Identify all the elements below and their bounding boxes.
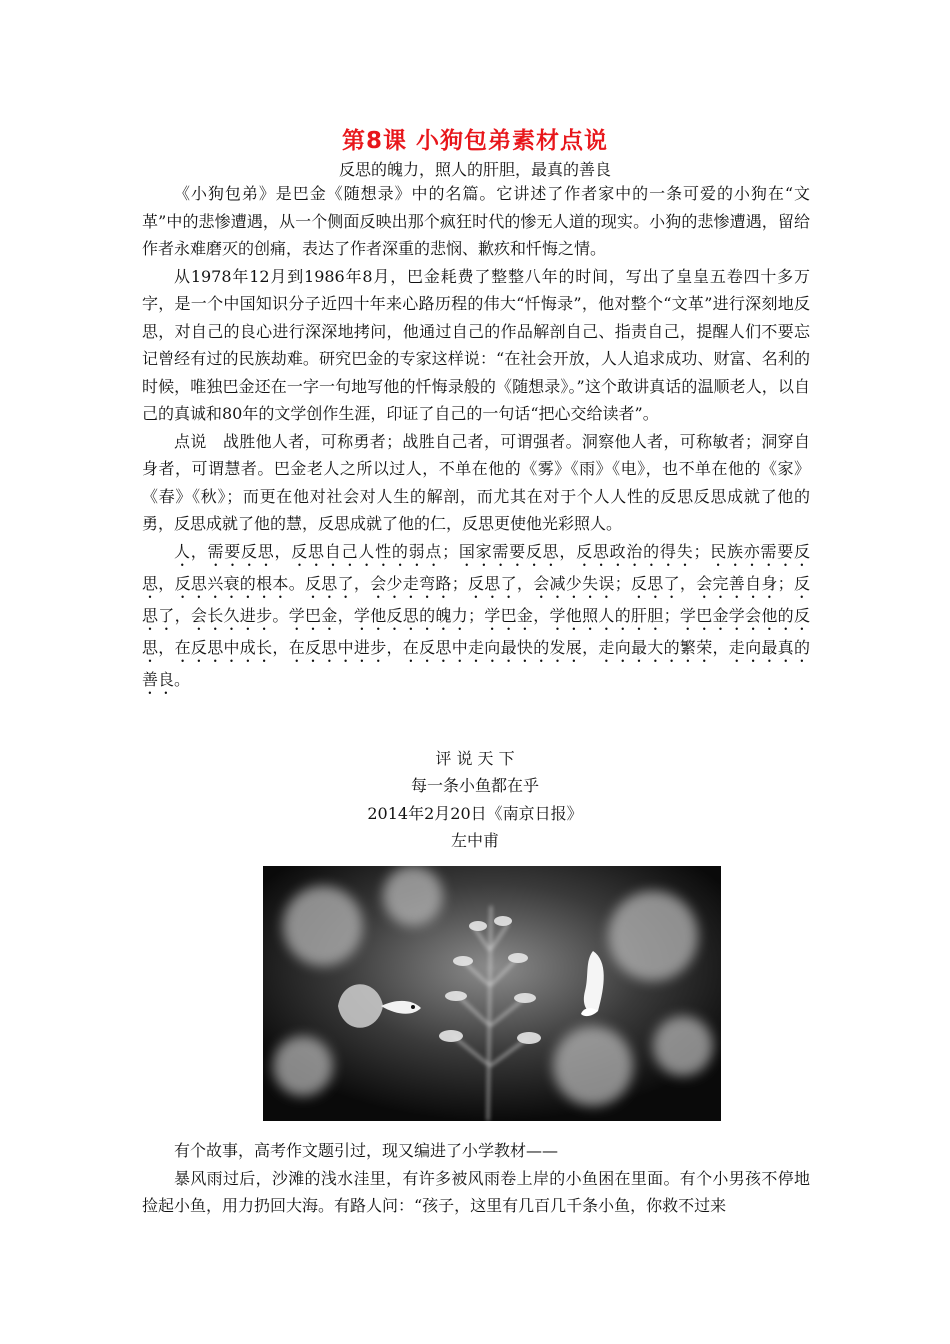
paragraph-commentary: 点说 战胜他人者，可称勇者；战胜自己者，可谓强者。洞察他人者，可称敏者；洞穿自身者，可谓慧者。巴金老人之所以过人，不单在他的《雾》《雨》《电》，也不单在他的《家》《春》《秋》；而更在他对社会对人生的解剖，而尤其在对于个人人性的反思反思成就了他的勇，反思成就了他的慧，反思成就了他的仁，反思更使他光彩照人。 — [142, 431, 810, 533]
paragraph-intro: 《小狗包弟》是巴金《随想录》中的名篇。它讲述了作者家中的一条可爱的小狗在“文革”中的悲惨遭遇，从一个侧面反映出那个疯狂时代的惨无人道的现实。小狗的悲惨遭遇，留给作者永难磨灭的创痛，表达了作者深重的悲悯、歉疚和忏悔之情。 — [142, 184, 810, 258]
body-text-top — [142, 180, 810, 698]
article-title: 每一条小鱼都在乎 — [410, 776, 539, 795]
paragraph-story-intro: 有个故事，高考作文题引过，现又编进了小学教材—— — [174, 1141, 559, 1160]
paragraph-history: 从1978年12月到1986年8月，巴金耗费了整整八年的时间，写出了皇皇五卷四十多万字，是一个中国知识分子近四十年来心路历程的伟大“忏悔录”，他对整个“文革”进行深刻地反思，对自己的良心进行深深地拷问，他通过自己的作品解剖自己、指责自己，提醒人们不要忘记曾经有过的民族劫难。研究巴金的专家这样说：“在社会开放，人人追求成功、财富、名利的时候，唯独巴金还在一字一句地写他的忏悔录般的《随想录》。”这个敢讲真话的温顺老人，以自己的真诚和80年的文学创作生涯，印证了自己的一句话“把心交给读者”。 — [142, 266, 810, 423]
fish-aquarium-photo — [263, 866, 721, 1121]
article-source: 2014年2月20日《南京日报》 — [367, 804, 583, 823]
section-heading: 评 说 天 下 — [435, 749, 515, 768]
lesson-title: 第8课 小狗包弟素材点说 — [341, 128, 608, 154]
body-text-bottom — [142, 1137, 810, 1220]
paragraph-story: 暴风雨过后，沙滩的浅水洼里，有许多被风雨卷上岸的小鱼困在里面。有个小男孩不停地捡起小鱼，用力扔回大海。有路人问：“孩子，这里有几百几千条小鱼，你救不过来 — [142, 1168, 810, 1215]
lesson-subtitle: 反思的魄力，照人的肝胆，最真的善良 — [338, 160, 611, 179]
article-author: 左中甫 — [450, 831, 499, 850]
paragraph-reflection: 人，需要反思，反思自己人性的弱点；国家需要反思，反思政治的得失；民族亦需要反思，反思兴衰的根本。反思了，会少走弯路；反思了，会减少失误；反思了，会完善自身；反思了，会长久进步。学巴金，学他反思的魄力；学巴金，学他照人的肝胆；学巴金学会他的反思，在反思中成长，在反思中进步，在反思中走向最快的发展，走向最大的繁荣，走向最真的善良。 — [142, 541, 810, 689]
